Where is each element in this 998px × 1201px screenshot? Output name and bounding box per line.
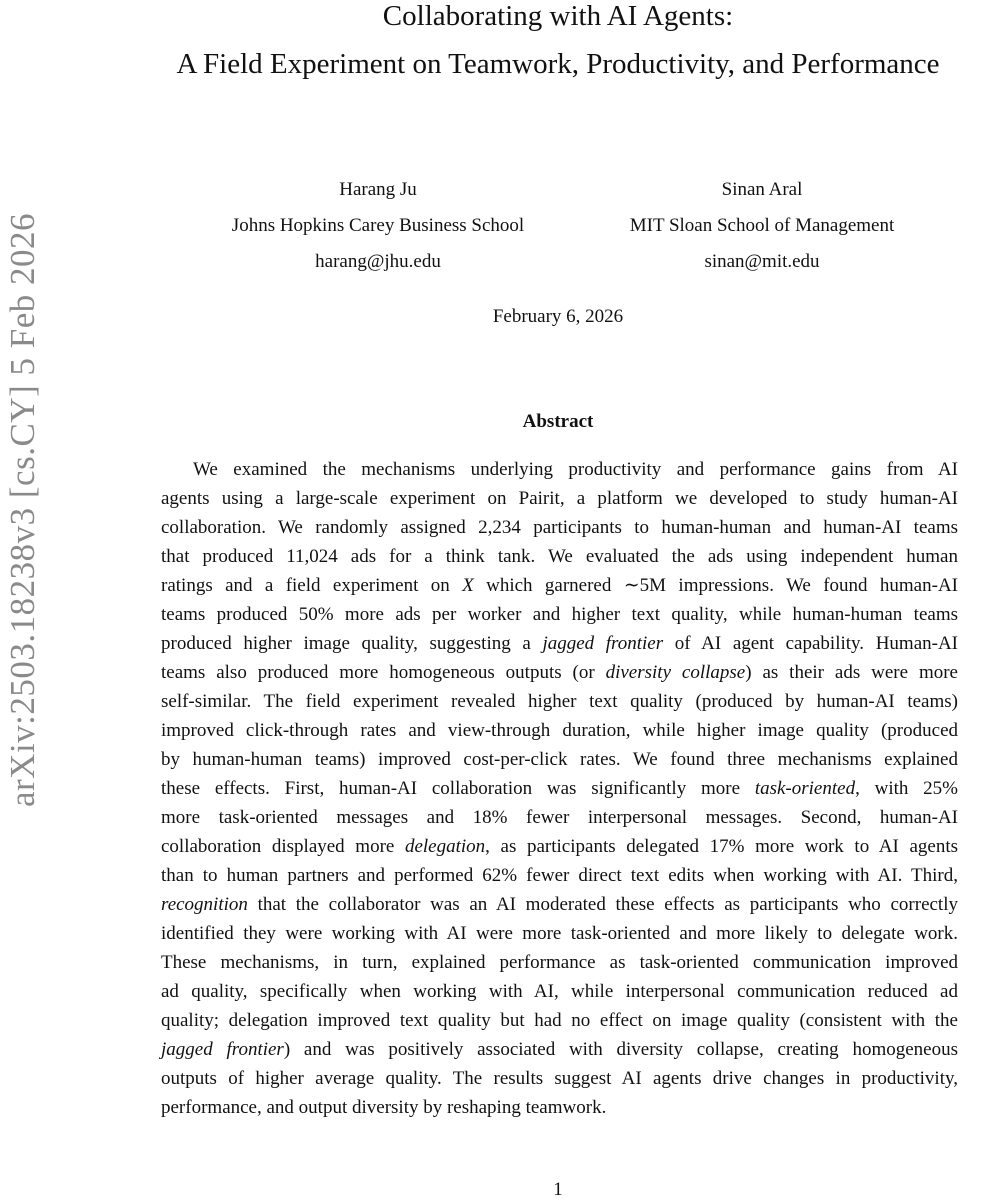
abstract-text: collaboration displayed more — [161, 836, 405, 857]
abstract-text: We examined the mechanisms underlying productivity and performance gains from AI — [193, 459, 958, 480]
abstract-line — [161, 600, 958, 629]
abstract-text: produced higher image quality, suggesting a — [161, 633, 543, 654]
abstract-text: self-similar. The field experiment revealed higher text quality (produced by human-AI teams) — [161, 691, 958, 712]
abstract-text: teams also produced more homogeneous outputs (or — [161, 662, 606, 683]
abstract-text: collaboration. We randomly assigned 2,234 participants to human-human and human-AI teams — [161, 517, 958, 538]
abstract-body — [161, 455, 958, 1122]
abstract-line — [161, 1093, 958, 1122]
abstract-text: ratings and a field experiment on — [161, 575, 463, 596]
author-email: harang@jhu.edu — [315, 251, 441, 272]
author-affiliation: Johns Hopkins Carey Business School — [231, 215, 525, 236]
abstract-text: These mechanisms, in turn, explained performance as task-oriented communication improved — [161, 952, 958, 973]
abstract-text: more task-oriented messages and 18% fewer interpersonal messages. Second, human-AI — [161, 807, 958, 828]
abstract-line — [161, 1064, 958, 1093]
abstract-text: of AI agent capability. Human-AI — [663, 633, 958, 654]
abstract-text: identified they were working with AI were more task-oriented and more likely to delegate work. — [161, 923, 958, 944]
abstract-line — [161, 484, 958, 513]
abstract-line — [161, 687, 958, 716]
abstract-emphasis: delegation — [404, 836, 486, 857]
author-block — [552, 172, 972, 280]
abstract-line — [161, 861, 958, 890]
page-number: 1 — [553, 1179, 563, 1200]
author-name: Sinan Aral — [721, 179, 803, 200]
abstract-emphasis: diversity collapse — [605, 662, 746, 683]
abstract-text: performance, and output diversity by reshaping teamwork. — [161, 1097, 607, 1118]
abstract-line — [161, 1035, 958, 1064]
paper-title-line-2: A Field Experiment on Teamwork, Productivity, and Performance — [176, 48, 940, 80]
abstract-line — [161, 977, 958, 1006]
abstract-text: ) and was positively associated with diversity collapse, creating homogeneous — [283, 1039, 958, 1060]
abstract-line — [161, 571, 958, 600]
abstract-line — [161, 919, 958, 948]
abstract-text: than to human partners and performed 62% fewer direct text edits when working with AI. Third, — [161, 865, 958, 886]
abstract-text: outputs of higher average quality. The results suggest AI agents drive changes in productivity, — [161, 1068, 958, 1089]
abstract-line — [161, 948, 958, 977]
abstract-text: that produced 11,024 ads for a think tank. We evaluated the ads using independent human — [161, 546, 958, 567]
abstract-line — [161, 803, 958, 832]
abstract-text: that the collaborator was an AI moderated these effects as participants who correctly — [247, 894, 958, 915]
abstract-heading: Abstract — [522, 411, 594, 432]
abstract-line — [161, 542, 958, 571]
abstract-line — [161, 658, 958, 687]
abstract-text: ) as their ads were more — [745, 662, 958, 683]
abstract-text: teams produced 50% more ads per worker and higher text quality, while human-human teams — [161, 604, 958, 625]
publication-date: February 6, 2026 — [492, 306, 624, 327]
abstract-emphasis: task-oriented — [754, 778, 856, 799]
abstract-emphasis: X — [462, 575, 474, 596]
abstract-emphasis: recognition — [161, 894, 248, 915]
abstract-line — [161, 745, 958, 774]
abstract-line — [161, 716, 958, 745]
abstract-text: , as participants delegated 17% more work to AI agents — [485, 836, 958, 857]
author-email: sinan@mit.edu — [704, 251, 820, 272]
abstract-text: agents using a large-scale experiment on Pairit, a platform we developed to study human-AI — [161, 488, 958, 509]
abstract-line — [161, 890, 958, 919]
abstract-text: quality; delegation improved text quality but had no effect on image quality (consistent with the — [161, 1010, 958, 1031]
abstract-text: which garnered ∼5M impressions. We found human-AI — [473, 575, 958, 596]
abstract-text: , with 25% — [855, 778, 958, 799]
abstract-emphasis: jagged frontier — [161, 1039, 284, 1060]
abstract-line — [161, 629, 958, 658]
abstract-text: improved click-through rates and view-through duration, while higher image quality (produced — [161, 720, 958, 741]
arxiv-identifier: arXiv:2503.18238v3 [cs.CY] 5 Feb 2026 — [3, 212, 42, 808]
author-affiliation: MIT Sloan School of Management — [629, 215, 895, 236]
abstract-emphasis: jagged frontier — [542, 633, 664, 654]
abstract-line — [161, 455, 958, 484]
paper-title-line-1: Collaborating with AI Agents: — [382, 0, 734, 32]
abstract-line — [161, 1006, 958, 1035]
abstract-text: these effects. First, human-AI collaboration was significantly more — [161, 778, 755, 799]
abstract-line — [161, 513, 958, 542]
abstract-text: by human-human teams) improved cost-per-click rates. We found three mechanisms explained — [161, 749, 958, 770]
abstract-line — [161, 832, 958, 861]
author-name: Harang Ju — [339, 179, 417, 200]
author-block — [168, 172, 588, 280]
abstract-line — [161, 774, 958, 803]
abstract-text: ad quality, specifically when working with AI, while interpersonal communication reduced ad — [161, 981, 958, 1002]
